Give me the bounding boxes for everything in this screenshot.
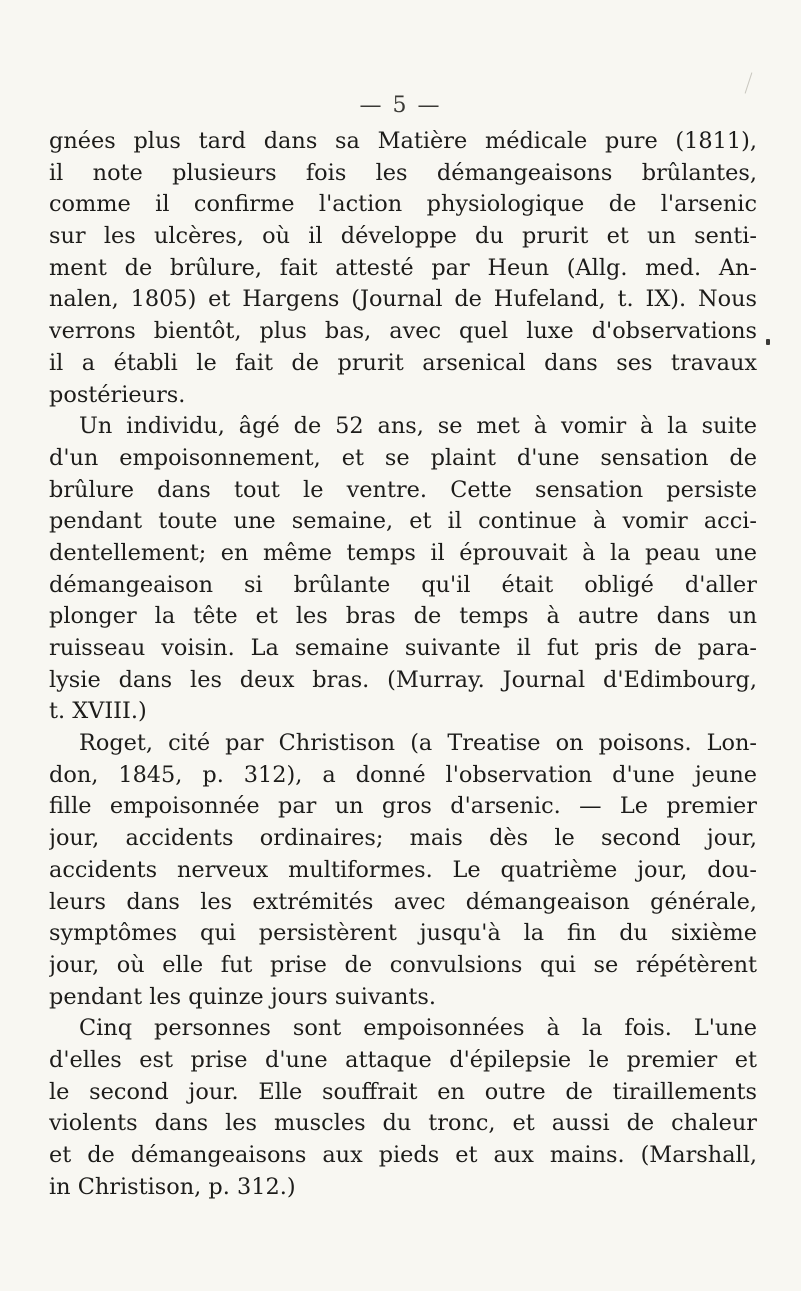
paragraph-start-line: Un individu, âgé de 52 ans, se met à vomir à la suite	[79, 413, 757, 440]
text-line: nalen, 1805) et Hargens (Journal de Hufeland, t. IX). Nous	[49, 286, 757, 313]
text-line: verrons bientôt, plus bas, avec quel luxe d'observations	[49, 318, 757, 345]
text-line: gnées plus tard dans sa Matière médicale pure (1811),	[49, 128, 757, 154]
text-line: t. XVIII.)	[49, 698, 147, 725]
text-line: d'un empoisonnement, et se plaint d'une sensation de	[49, 444, 757, 471]
paragraph-start-line: Cinq personnes sont empoisonnées à la fois. L'une	[79, 1015, 757, 1042]
text-line: pendant les quinze jours suivants.	[49, 983, 436, 1010]
body-text	[49, 126, 757, 1203]
text-line: lysie dans les deux bras. (Murray. Journal d'Edimbourg,	[49, 666, 757, 693]
text-line: dentellement; en même temps il éprouvait à la peau une	[49, 539, 757, 566]
text-line: in Christison, p. 312.)	[49, 1173, 296, 1200]
margin-ink-mark	[766, 339, 770, 345]
text-line: fille empoisonnée par un gros d'arsenic. — Le premier	[49, 793, 757, 820]
scan-artifact-mark	[745, 72, 753, 93]
text-line: brûlure dans tout le ventre. Cette sensation persiste	[49, 476, 757, 503]
text-line: sur les ulcères, où il développe du prurit et un senti-	[49, 223, 757, 250]
text-line: démangeaison si brûlante qu'il était obligé d'aller	[49, 571, 757, 598]
text-line: don, 1845, p. 312), a donné l'observation d'une jeune	[49, 761, 757, 788]
text-line: postérieurs.	[49, 381, 186, 408]
text-line: plonger la tête et les bras de temps à autre dans un	[49, 603, 757, 630]
text-line: d'elles est prise d'une attaque d'épilepsie le premier et	[49, 1046, 757, 1073]
text-line: comme il confirme l'action physiologique de l'arsenic	[49, 191, 757, 218]
text-line: le second jour. Elle souffrait en outre de tiraillements	[49, 1078, 757, 1105]
text-line: et de démangeaisons aux pieds et aux mains. (Marshall,	[49, 1142, 757, 1168]
text-line: il a établi le fait de prurit arsenical dans ses travaux	[49, 349, 757, 376]
text-line: ruisseau voisin. La semaine suivante il fut pris de para-	[49, 635, 757, 661]
text-line: leurs dans les extrémités avec démangeaison générale,	[49, 888, 757, 915]
text-line: jour, où elle fut prise de convulsions qui se répétèrent	[49, 951, 757, 978]
text-line: ment de brûlure, fait attesté par Heun (Allg. med. An-	[49, 254, 757, 281]
paragraph-start-line: Roget, cité par Christison (a Treatise on poisons. Lon-	[79, 730, 757, 757]
text-line: violents dans les muscles du tronc, et aussi de chaleur	[49, 1110, 757, 1137]
page-number: — 5 —	[359, 93, 442, 118]
text-line: pendant toute une semaine, et il continue à vomir acci-	[49, 508, 757, 535]
text-line: accidents nerveux multiformes. Le quatrième jour, dou-	[49, 856, 757, 883]
text-line: symptômes qui persistèrent jusqu'à la fin du sixième	[49, 920, 757, 947]
text-line: jour, accidents ordinaires; mais dès le second jour,	[49, 825, 757, 852]
text-line: il note plusieurs fois les démangeaisons brûlantes,	[49, 159, 757, 186]
